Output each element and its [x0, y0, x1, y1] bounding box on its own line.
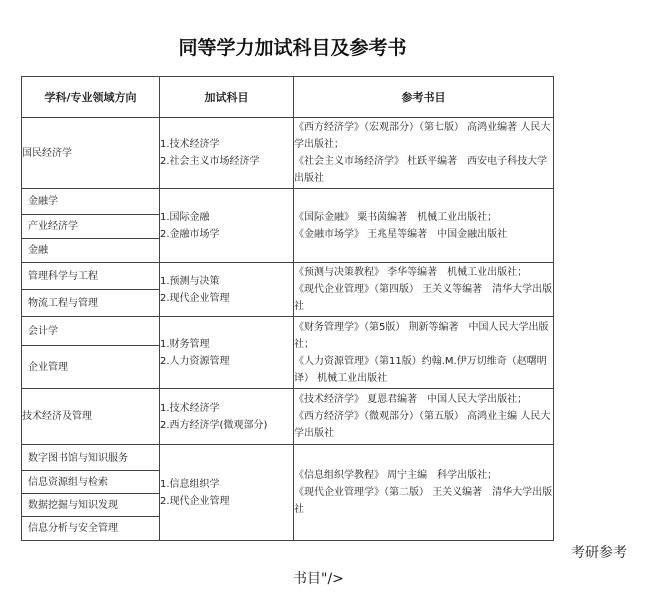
book-item: 《现代企业管理学》（第二版） 王关义编著 清华大学出版社	[294, 487, 553, 515]
exam-item: 1.信息组织学	[160, 478, 220, 490]
subject-name: 管理科学与工程	[28, 270, 98, 282]
exam-cell	[160, 189, 294, 263]
table-header-row	[22, 77, 554, 118]
table-row	[22, 189, 554, 263]
exam-item: 1.预测与决策	[160, 275, 220, 287]
table-row	[22, 445, 554, 541]
exam-cell	[160, 263, 294, 317]
subject-cell	[22, 317, 160, 389]
exam-item: 2.西方经济学(微观部分)	[160, 419, 268, 431]
subject-cell	[22, 263, 160, 317]
image-caption-line1: 考研参考	[571, 545, 627, 561]
exam-item: 1.财务管理	[160, 338, 210, 350]
table-row	[22, 118, 554, 189]
exam-cell	[160, 445, 294, 541]
book-item: 《西方经济学》（宏观部分）（第七版） 高鸿业编著 人民大学出版社；	[294, 122, 551, 150]
exam-subjects-table	[21, 76, 554, 541]
book-item: 《现代企业管理》（第四版） 王关义等编著 清华大学出版社	[294, 284, 553, 312]
exam-item: 2.人力资源管理	[160, 355, 230, 367]
subject-name: 国民经济学	[22, 147, 72, 159]
book-item: 《国际金融》 粟书茵编著 机械工业出版社；	[294, 211, 498, 223]
exam-item: 2.金融市场学	[160, 228, 220, 240]
document-title: 同等学力加试科目及参考书	[178, 37, 407, 59]
subject-name: 企业管理	[22, 345, 159, 388]
books-cell	[294, 263, 554, 317]
book-item: 《财务管理学》（第5版） 荆新等编著 中国人民大学出版社；	[294, 321, 549, 350]
book-item: 《人力资源管理》（第11版）约翰.M.伊万切维奇（赵曙明译） 机械工业出版社	[294, 355, 547, 384]
books-cell	[294, 118, 554, 189]
books-cell	[294, 317, 554, 389]
subject-name: 物流工程与管理	[22, 289, 159, 316]
subject-cell	[22, 189, 160, 263]
exam-item: 2.社会主义市场经济学	[160, 156, 260, 167]
exam-item: 1.技术经济学	[160, 402, 220, 414]
exam-cell	[160, 317, 294, 389]
subject-name: 金融	[22, 238, 159, 262]
book-item: 《技术经济学》 夏恩君编著 中国人民大学出版社；	[294, 394, 528, 405]
subject-name: 会计学	[28, 325, 58, 337]
exam-cell	[160, 118, 294, 189]
exam-cell	[160, 389, 294, 445]
books-cell	[294, 389, 554, 445]
book-item: 《预测与决策教程》 李华等编著 机械工业出版社；	[294, 267, 528, 278]
subject-cell	[22, 389, 160, 445]
subject-name: 信息分析与安全管理	[22, 516, 159, 539]
header-exam: 加试科目	[160, 77, 294, 118]
subject-cell	[22, 118, 160, 189]
header-books: 参考书目	[294, 77, 554, 118]
subject-cell	[22, 445, 160, 541]
subject-name: 产业经济学	[22, 214, 159, 238]
exam-item: 2.现代企业管理	[160, 495, 230, 507]
subject-name: 金融学	[28, 196, 58, 207]
header-subject: 学科/专业领域方向	[22, 77, 160, 118]
table-row	[22, 389, 554, 445]
subject-name: 技术经济及管理	[22, 411, 92, 422]
exam-item: 1.国际金融	[160, 211, 210, 223]
book-item: 《信息组织学教程》 周宁主编 科学出版社；	[294, 470, 498, 481]
subject-name: 数据挖掘与知识发现	[22, 493, 159, 516]
books-cell	[294, 445, 554, 541]
table-row	[22, 263, 554, 317]
exam-item: 1.技术经济学	[160, 139, 220, 150]
image-caption-line2: 书目"/>	[293, 571, 344, 587]
subject-name: 信息资源组与检索	[22, 470, 159, 493]
subject-name: 数字图书馆与知识服务	[28, 452, 128, 464]
book-item: 《西方经济学》（微观部分）（第五版） 高鸿业主编 人民大学出版社	[294, 411, 551, 439]
exam-item: 2.现代企业管理	[160, 292, 230, 304]
book-item: 《金融市场学》 王兆星等编著 中国金融出版社	[294, 228, 508, 240]
book-item: 《社会主义市场经济学》 杜跃平编著 西安电子科技大学出版社	[294, 156, 548, 184]
table-row	[22, 317, 554, 389]
books-cell	[294, 189, 554, 263]
